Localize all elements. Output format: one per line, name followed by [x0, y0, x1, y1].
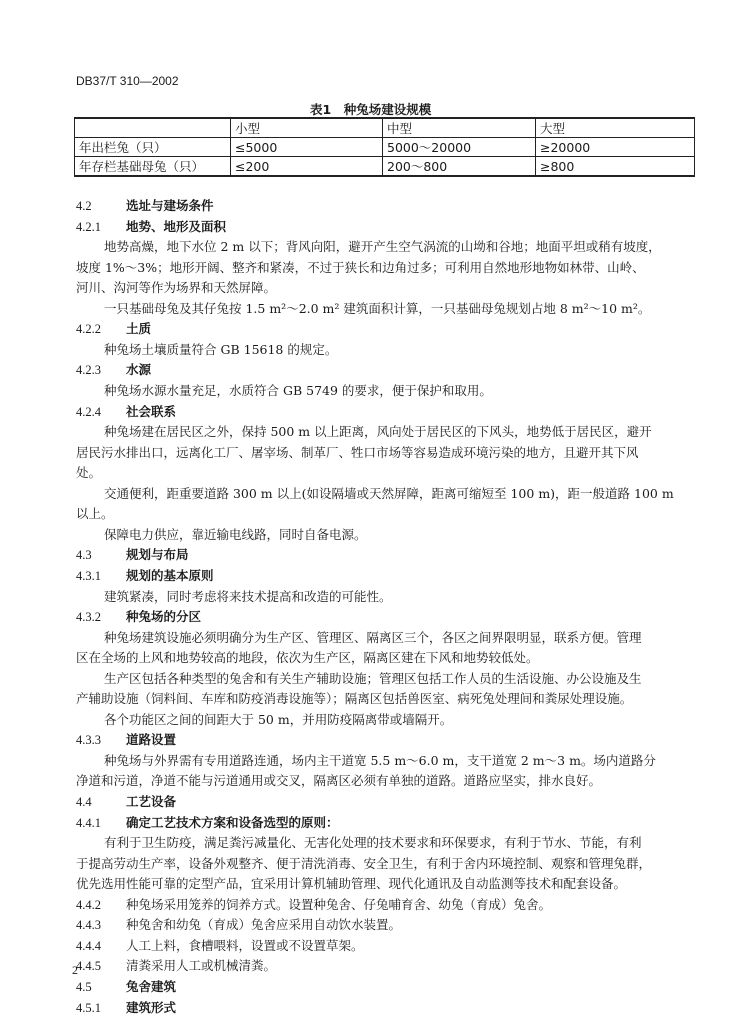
paragraph-line: 区在全场的上风和地势较高的地段，依次为生产区，隔离区建在下风和地势较低处。 [76, 650, 539, 666]
numbered-clause [76, 917, 401, 933]
section-heading [76, 219, 226, 235]
section-heading [76, 198, 214, 214]
section-number: 4.2.4 [76, 404, 101, 419]
table-header-row [75, 118, 695, 138]
table-cell: ≥800 [536, 157, 695, 177]
table-row [75, 157, 695, 177]
paragraph-line: 种兔场建在居民区之外，保持 500 m 以上距离，风向处于居民区的下风头，地势低于居民区，避开 [104, 424, 652, 440]
paragraph-line: 交通便利，距重要道路 300 m 以上(如设隔墙或天然屏障，距离可缩短至 100 m)，距一般道路 100 m [104, 485, 674, 501]
section-number: 4.3.1 [76, 568, 101, 583]
paragraph-line: 净道和污道，净道不能与污道通用或交叉，隔离区必须有单独的道路。道路应坚实，排水良好。 [76, 773, 602, 789]
section-title: 社会联系 [126, 403, 177, 419]
table-cell: ≤5000 [231, 138, 383, 157]
section-heading [76, 547, 189, 563]
section-title: 选址与建场条件 [126, 198, 214, 213]
section-title: 人工上料，食槽喂料，设置或不设置草架。 [126, 937, 364, 953]
section-heading [76, 1000, 176, 1016]
section-title: 种兔舍和幼兔（育成）兔舍应采用自动饮水装置。 [126, 917, 402, 933]
section-number: 4.3.3 [76, 733, 101, 748]
table-caption: 表1 种兔场建设规模 [310, 102, 432, 117]
section-heading [76, 321, 151, 337]
table-header-cell [75, 118, 231, 138]
table-header-cell: 小型 [231, 118, 383, 138]
paragraph-line: 坡度 1%～3%；地形开阔、整齐和紧凑，不过于狭长和边角过多；可利用自然地形地物如林带、山岭、 [76, 259, 645, 275]
section-number: 4.5 [76, 979, 92, 994]
section-number: 4.4.4 [76, 938, 101, 953]
section-title: 建筑形式 [126, 999, 177, 1015]
section-number: 4.2.3 [76, 363, 101, 378]
paragraph-line: 处。 [76, 465, 102, 481]
numbered-clause [76, 897, 551, 913]
section-heading [76, 568, 214, 584]
table-cell: 年出栏兔（只） [75, 138, 231, 157]
section-heading [76, 609, 201, 625]
section-number: 4.4.5 [76, 959, 101, 974]
section-title: 清粪采用人工或机械清粪。 [126, 958, 277, 974]
section-heading [76, 979, 176, 995]
header-standard-code: DB37/T 310—2002 [76, 74, 179, 88]
section-heading [76, 404, 176, 420]
section-heading [76, 794, 176, 810]
section-title: 规划的基本原则 [126, 567, 214, 583]
paragraph-line: 种兔场土壤质量符合 GB 15618 的规定。 [104, 341, 338, 357]
table-cell: ≥20000 [536, 138, 695, 157]
section-title: 土质 [126, 321, 152, 337]
paragraph-line: 生产区包括各种类型的兔舍和有关生产辅助设施；管理区包括工作人员的生活设施、办公设施及生 [104, 670, 642, 686]
section-number: 4.4.2 [76, 897, 101, 912]
paragraph-line: 居民污水排出口，远离化工厂、屠宰场、制革厂、牲口市场等容易造成环境污染的地方，且避开其下风 [76, 444, 639, 460]
section-title: 种兔场采用笼养的饲养方式。设置种兔舍、仔兔哺育舍、幼兔（育成）兔舍。 [126, 896, 552, 912]
paragraph-line: 建筑紧凑，同时考虑将来技术提高和改造的可能性。 [104, 588, 392, 604]
table-cell: 5000～20000 [383, 138, 536, 157]
paragraph-line: 各个功能区之间的间距大于 50 m，并用防疫隔离带或墙隔开。 [104, 711, 453, 727]
paragraph-line: 以上。 [76, 506, 114, 522]
table-header-cell: 中型 [383, 118, 536, 138]
section-title: 兔舍建筑 [126, 978, 177, 994]
paragraph-line: 一只基础母兔及其仔兔按 1.5 m²～2.0 m² 建筑面积计算，一只基础母兔规划占地 8 m²～10 m²。 [104, 300, 651, 316]
numbered-clause [76, 938, 364, 954]
section-number: 4.4 [76, 795, 92, 809]
paragraph-line: 于提高劳动生产率，设备外观整齐、便于清洗消毒、安全卫生，有利于舍内环境控制、观察和管理兔群， [76, 855, 652, 871]
section-heading [76, 732, 176, 748]
section-title: 道路设置 [126, 732, 177, 748]
paragraph-line: 产辅助设施（饲料间、车库和防疫消毒设施等）；隔离区包括兽医室、病死兔处理间和粪尿处理设施。 [76, 691, 633, 707]
section-number: 4.2.2 [76, 322, 101, 337]
paragraph-line: 地势高燥，地下水位 2 m 以下；背风向阳，避开产生空气涡流的山坳和谷地；地面平坦或稍有坡度， [104, 239, 661, 255]
section-number: 4.3.2 [76, 610, 101, 624]
section-title: 地势、地形及面积 [126, 218, 227, 234]
paragraph-line: 有利于卫生防疫，满足粪污减量化、无害化处理的技术要求和环保要求，有利于节水、节能，有利 [104, 835, 642, 851]
table-cell: 年存栏基础母兔（只） [75, 157, 231, 177]
table-cell: ≤200 [231, 157, 383, 177]
table-row [75, 138, 695, 157]
paragraph-line: 种兔场与外界需有专用道路连通，场内主干道宽 5.5 m～6.0 m，支干道宽 2 m～3 m。场内道路分 [104, 752, 656, 768]
section-title: 规划与布局 [126, 547, 189, 563]
section-number: 4.5.1 [76, 1000, 101, 1015]
section-number: 4.3 [76, 548, 92, 563]
section-heading [76, 362, 151, 378]
section-number: 4.4.3 [76, 918, 101, 933]
table-header-cell: 大型 [536, 118, 695, 138]
paragraph-line: 种兔场水源水量充足，水质符合 GB 5749 的要求，便于保护和取用。 [104, 383, 492, 398]
section-title: 工艺设备 [126, 794, 177, 809]
section-title: 确定工艺技术方案和设备选型的原则： [126, 814, 339, 830]
paragraph-line: 河川、沟河等作为场界和天然屏障。 [76, 280, 277, 296]
section-number: 4.2 [76, 199, 92, 213]
section-number: 4.4.1 [76, 815, 101, 830]
section-title: 水源 [126, 362, 152, 378]
section-heading [76, 815, 339, 831]
paragraph-line: 保障电力供应，靠近输电线路，同时自备电源。 [104, 526, 367, 542]
section-number: 4.2.1 [76, 219, 101, 234]
construction-scale-table [74, 117, 695, 177]
page-number: 2 [72, 963, 78, 977]
paragraph-line: 种兔场建筑设施必须明确分为生产区、管理区、隔离区三个，各区之间界限明显，联系方便。管理 [104, 629, 642, 645]
paragraph-line: 优先选用性能可靠的定型产品，宜采用计算机辅助管理、现代化通讯及自动监测等技术和配套设备。 [76, 876, 627, 892]
section-title: 种兔场的分区 [126, 609, 202, 624]
numbered-clause [76, 958, 276, 974]
table-cell: 200～800 [383, 157, 536, 177]
